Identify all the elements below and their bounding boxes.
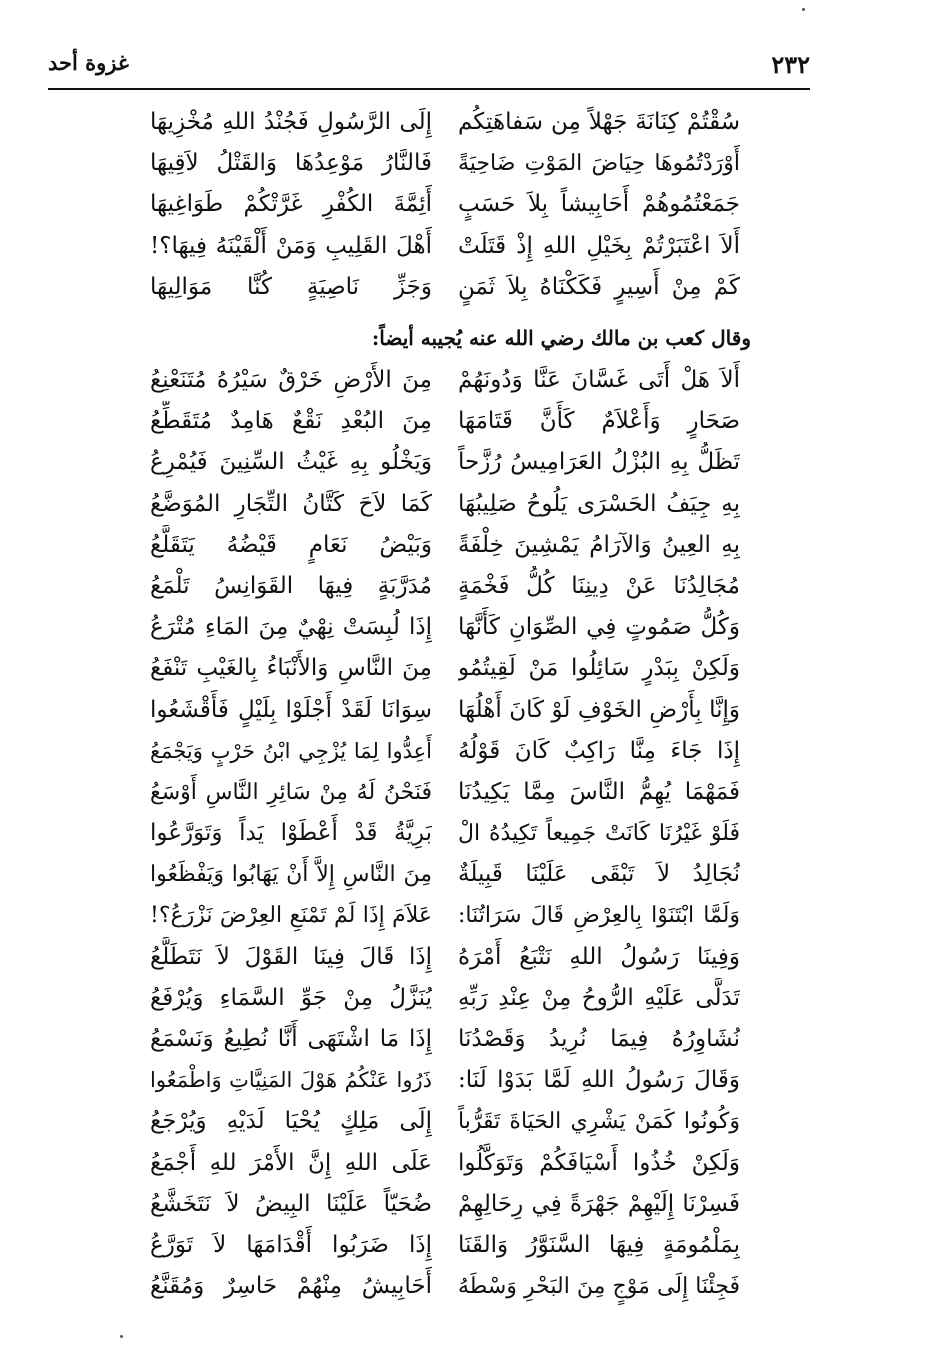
verse-second-hemistich: مِنَ النَّاسِ إِلاَّ أَنْ يَهَابُوا وَيَفْظَعُوا [150,862,432,888]
verse-second-hemistich: مِنَ النَّاسِ وَالأَنْبَاءُ بِالغَيْبِ تَنْفَعُ [150,655,432,682]
verse [150,484,740,525]
verse-first-hemistich: نُجَالِدُ لاَ تَبْقَى عَلَيْنَا قَبِيلَةٌ [458,861,740,888]
verse-first-hemistich: مُجَالِدُنَا عَنْ دِينِنَا كُلُّ فَخْمَةٍ [458,572,740,599]
verse [150,937,740,978]
verse-second-hemistich: فَالنَّارُ مَوْعِدُهَا وَالقَتْلُ لاَقِيهَا [150,150,432,177]
verse [150,1225,740,1266]
verse-second-hemistich: إِذَا قَالَ فِينَا القَوْلَ لاَ نَتَطَلَّعُ [150,943,432,970]
verse [150,184,740,225]
verse-second-hemistich: إِذَا مَا اشْتَهَى أَنَّا نُطِيعُ وَنَسْمَعُ [150,1026,432,1052]
verse-second-hemistich: إِذَا ضَرَبُوا أَقْدَامَهَا لاَ تَوَرَّعُ [150,1231,432,1258]
verse-second-hemistich: كَمَا لاَحَ كَتَّانُ التِّجَارِ المُوَضَّعُ [150,490,432,517]
verse-first-hemistich: جَمَعْتُمُوهُمْ أَحَابِيشاً بِلاَ حَسَبٍ [458,191,740,218]
scan-speck [120,1335,123,1338]
verse-first-hemistich: وَكُونُوا كَمَنْ يَشْرِي الحَيَاةَ تَقَرُّباً [458,1109,740,1135]
verse [150,772,740,813]
verse [150,566,740,607]
poem-first [150,102,740,308]
verse-second-hemistich: إِلَى الرَّسُولِ فَجُنْدُ اللهِ مُخْزِيهَا [150,109,432,135]
verse [150,1143,740,1184]
verse [150,978,740,1019]
verse-second-hemistich: بَرِيَّةُ قَدْ أَعْطَوْا يَداً وَتَوَرَّعُوا [150,820,432,847]
verse-first-hemistich: أَوْرَدْتُمُوهَا حِيَاضَ المَوْتِ ضَاحِيَةً [458,151,740,177]
verse-first-hemistich: بِمَلْمُومَةٍ فِيهَا السَّنَوَّرُ وَالقَنَا [458,1231,740,1258]
verse-first-hemistich: كَمْ مِنْ أَسِيرٍ فَكَكْنَاهُ بِلاَ ثَمَنٍ [458,273,740,300]
verse [150,143,740,184]
verse [150,360,740,401]
verse-first-hemistich: وَكُلُّ صَمُوتٍ فِي الصِّوَانِ كَأَنَّهَا [458,614,740,641]
verse-second-hemistich: وَجَزِّ نَاصِيَةٍ كُنَّا مَوَالِيهَا [150,273,432,300]
verse [150,525,740,566]
verse-first-hemistich: فَسِرْنَا إِلَيْهِمْ جَهْرَةً فِي رِحَالِهِمْ [458,1190,740,1217]
verse-second-hemistich: ذَرُوا عَنْكُمُ هَوْلَ المَنِيَّاتِ وَاطْمَعُوا [150,1068,432,1093]
verse [150,1184,740,1225]
verse-second-hemistich: فَنَحْنُ لَهُ مِنْ سَائِرِ النَّاسِ أَوْسَعُ [150,779,432,805]
verse-second-hemistich: يُنَزَّلُ مِنْ جَوِّ السَّمَاءِ وَيُرْفَعُ [150,984,432,1011]
verse-second-hemistich: إِذَا لُبِسَتْ نِهْيٌ مِنَ المَاءِ مُتْرَعُ [150,614,432,641]
verse-second-hemistich: سِوَانَا لَقَدْ أَجْلَوْا بِلَيْلٍ فَأَقْشَعُوا [150,696,432,723]
verse-first-hemistich: وَفِينَا رَسُولُ اللهِ نَتْبَعُ أَمْرَهُ [458,943,740,970]
verse-first-hemistich: تَدَلَّى عَلَيْهِ الرُّوحُ مِنْ عِنْدِ رَبِّهِ [458,984,740,1011]
verse-first-hemistich: بِهِ العِينُ وَالآرَامُ يَمْشِينَ خِلْفَةً [458,531,740,558]
verse-second-hemistich: مِنَ البُعْدِ نَقْعٌ هَامِدٌ مُتَقَطِّعُ [150,408,432,435]
poem-introduction: وقال كعب بن مالك رضي الله عنه يُجيبه أيضاً: [371,326,751,350]
verse-second-hemistich: أَهْلَ القَلِيبِ وَمَنْ أَلْقَيْنَهُ فِيهَا؟! [150,232,432,259]
verse [150,813,740,854]
verse [150,1060,740,1101]
verse [150,854,740,895]
verse [150,267,740,308]
page-header [48,44,810,84]
verse-second-hemistich: ضُحَيّاً عَلَيْنَا البِيضُ لاَ نَتَخَشَّعُ [150,1190,432,1217]
verse-second-hemistich: أَئِمَّةَ الكُفْرِ غَرَّتْكُمْ طَوَاغِيهَا [150,191,432,218]
verse-first-hemistich: فَجِئْنَا إِلَى مَوْجٍ مِنَ البَحْرِ وَسْطَهُ [458,1274,740,1300]
poem-second [150,360,740,1307]
verse-first-hemistich: تَظَلُّ بِهِ البُزْلُ العَرَامِيسُ رُزَّحاً [458,449,740,476]
verse [150,1101,740,1142]
verse-first-hemistich: صَحَارٍ وَأَعْلاَمٌ كَأَنَّ قَتَامَهَا [458,408,740,435]
verse-second-hemistich: أَعِدُّوا لِمَا يُزْجِي ابْنُ حَرْبٍ وَيَجْمَعُ [150,738,432,763]
verse [150,1266,740,1307]
verse-second-hemistich: عَلَى اللهِ إِنَّ الأَمْرَ للهِ أَجْمَعُ [150,1149,432,1176]
verse [150,401,740,442]
verse [150,607,740,648]
verse-first-hemistich: بِهِ جِيَفُ الحَسْرَى يَلُوحُ صَلِيبُهَا [458,490,740,517]
verse [150,102,740,143]
verse-second-hemistich: عَلاَمَ إِذَا لَمْ تَمْنَعِ العِرْضَ نَزْرَعُ؟! [150,903,432,929]
verse [150,226,740,267]
verse-second-hemistich: أَحَابِيشُ مِنْهُمْ حَاسِرٌ وَمُقَنَّعُ [150,1273,432,1300]
verse-first-hemistich: وَلَكِنْ بِبَدْرٍ سَائِلُوا مَنْ لَقِيتُمُو [458,655,740,682]
verse-second-hemistich: إِلَى مَلِكٍ يُحْيَا لَدَيْهِ وَيُرْجَعُ [150,1108,432,1135]
verse [150,690,740,731]
verse-first-hemistich: فَلَوْ غَيْرُنَا كَانَتْ جَمِيعاً تَكِيدُهُ الْ [458,821,740,847]
verse-first-hemistich: وَإِنَّا بِأَرْضِ الخَوْفِ لَوْ كَانَ أَهْلُهَا [458,696,740,723]
verse-first-hemistich: سُقْتُمْ كِنَانَةَ جَهْلاً مِن سَفاهَتِكُم [458,109,740,135]
verse-first-hemistich: وَلَكِنْ خُذُوا أَسْيَافَكُمْ وَتَوَكَّلُوا [458,1149,740,1176]
verse-second-hemistich: مُدَرَّبَةٍ فِيهَا القَوَانِسُ تَلْمَعُ [150,572,432,599]
verse [150,731,740,772]
verse-second-hemistich: وَيَخْلُو بِهِ غَيْثُ السِّنِينَ فَيُمْرِعُ [150,449,432,476]
running-title: غزوة أحد [48,50,129,75]
verse-first-hemistich: إِذَا جَاءَ مِنَّا رَاكِبٌ كَانَ قَوْلُهُ [458,737,740,764]
verse-first-hemistich: أَلاَ هَلْ أَتَى غَسَّانَ عَنَّا وَدُونَهُمْ [458,367,740,393]
verse [150,895,740,936]
verse-first-hemistich: فَمَهْمَا يُهِمُّ النَّاسَ مِمَّا يَكِيدُنَا [458,778,740,805]
verse [150,442,740,483]
verse-first-hemistich: وَلَمَّا ابْتَنَوْا بِالعِرْضِ قَالَ سَرَاتُنَا: [458,903,740,929]
verse-first-hemistich: نُشَاوِرُهُ فِيمَا نُرِيدُ وَقَصْدُنَا [458,1026,740,1052]
scan-speck [802,8,805,11]
verse-first-hemistich: وَقَالَ رَسُولُ اللهِ لَمَّا بَدَوْا لَنَا: [458,1067,740,1094]
verse [150,648,740,689]
verse-second-hemistich: وَبَيْضُ نَعَامٍ قَيْضُهُ يَتَقَلَّعُ [150,531,432,558]
verse [150,1019,740,1060]
verse-first-hemistich: أَلاَ اعْتَبَرْتُمْ بِخَيْلِ اللهِ إِذْ قَتَلَتْ [458,232,740,259]
header-rule [48,88,810,90]
page-number: ٢٣٢ [771,50,810,79]
verse-second-hemistich: مِنَ الأَرْضِ خَرْقٌ سَيْرُهُ مُتَنَعْنِعُ [150,367,432,393]
